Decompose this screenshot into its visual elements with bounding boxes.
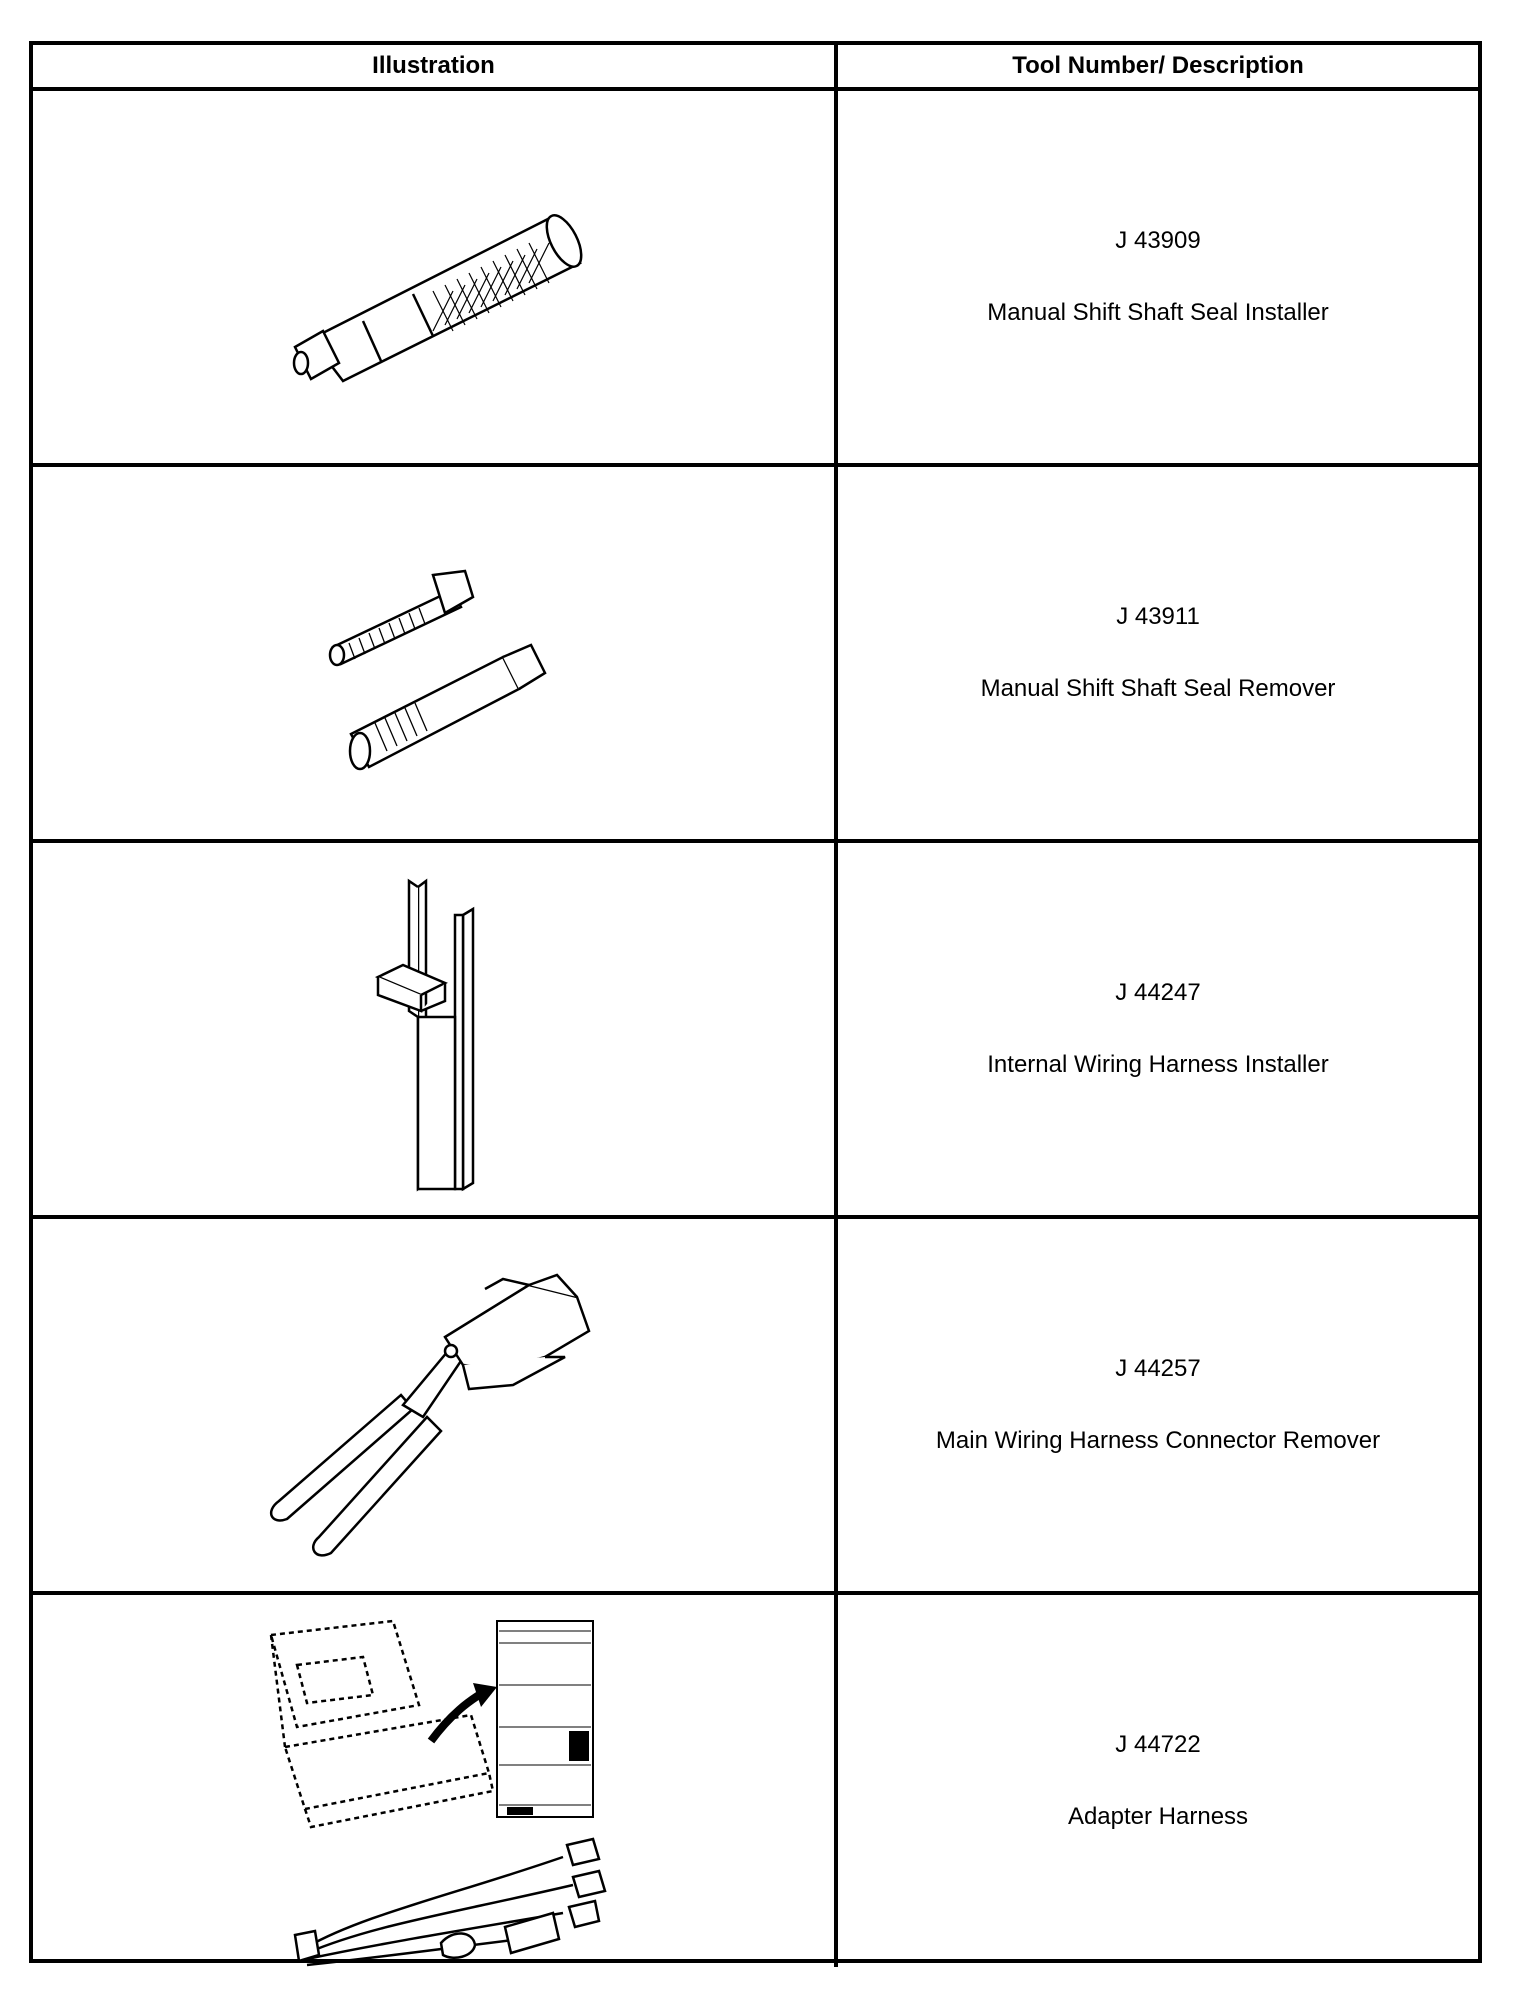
tool-number: J 44247 bbox=[1115, 979, 1201, 1006]
description-cell bbox=[838, 1219, 1478, 1591]
harness-installer-illustration bbox=[33, 843, 834, 1215]
seal-remover-illustration bbox=[33, 467, 834, 839]
header-illustration: Illustration bbox=[33, 45, 838, 87]
adapter-harness-illustration bbox=[33, 1595, 834, 1967]
connector-remover-illustration bbox=[33, 1219, 834, 1591]
illustration-cell bbox=[33, 1219, 838, 1591]
tool-description: Adapter Harness bbox=[1067, 1803, 1249, 1830]
table-header bbox=[33, 45, 1478, 91]
table-row bbox=[33, 1219, 1478, 1595]
tool-number: J 43909 bbox=[1115, 227, 1201, 254]
illustration-cell bbox=[33, 91, 838, 463]
tool-number: J 44257 bbox=[1115, 1355, 1201, 1382]
tool-number: J 43911 bbox=[1116, 603, 1200, 630]
description-cell bbox=[838, 467, 1478, 839]
tool-description: Manual Shift Shaft Seal Installer bbox=[987, 299, 1329, 326]
description-cell bbox=[838, 91, 1478, 463]
tool-number: J 44722 bbox=[1115, 1731, 1201, 1758]
tool-description: Manual Shift Shaft Seal Remover bbox=[980, 675, 1336, 702]
illustration-cell bbox=[33, 467, 838, 839]
description-cell bbox=[838, 843, 1478, 1215]
illustration-cell bbox=[33, 843, 838, 1215]
table-row bbox=[33, 843, 1478, 1219]
tool-description: Internal Wiring Harness Installer bbox=[987, 1051, 1329, 1078]
tool-table bbox=[29, 41, 1482, 1963]
header-tool-number: Tool Number/ Description bbox=[1012, 52, 1304, 79]
table-row bbox=[33, 467, 1478, 843]
table-row bbox=[33, 91, 1478, 467]
tool-description: Main Wiring Harness Connector Remover bbox=[935, 1427, 1381, 1454]
seal-installer-illustration bbox=[33, 91, 834, 463]
table-row bbox=[33, 1595, 1478, 1967]
illustration-cell bbox=[33, 1595, 838, 1967]
description-cell bbox=[838, 1595, 1478, 1967]
